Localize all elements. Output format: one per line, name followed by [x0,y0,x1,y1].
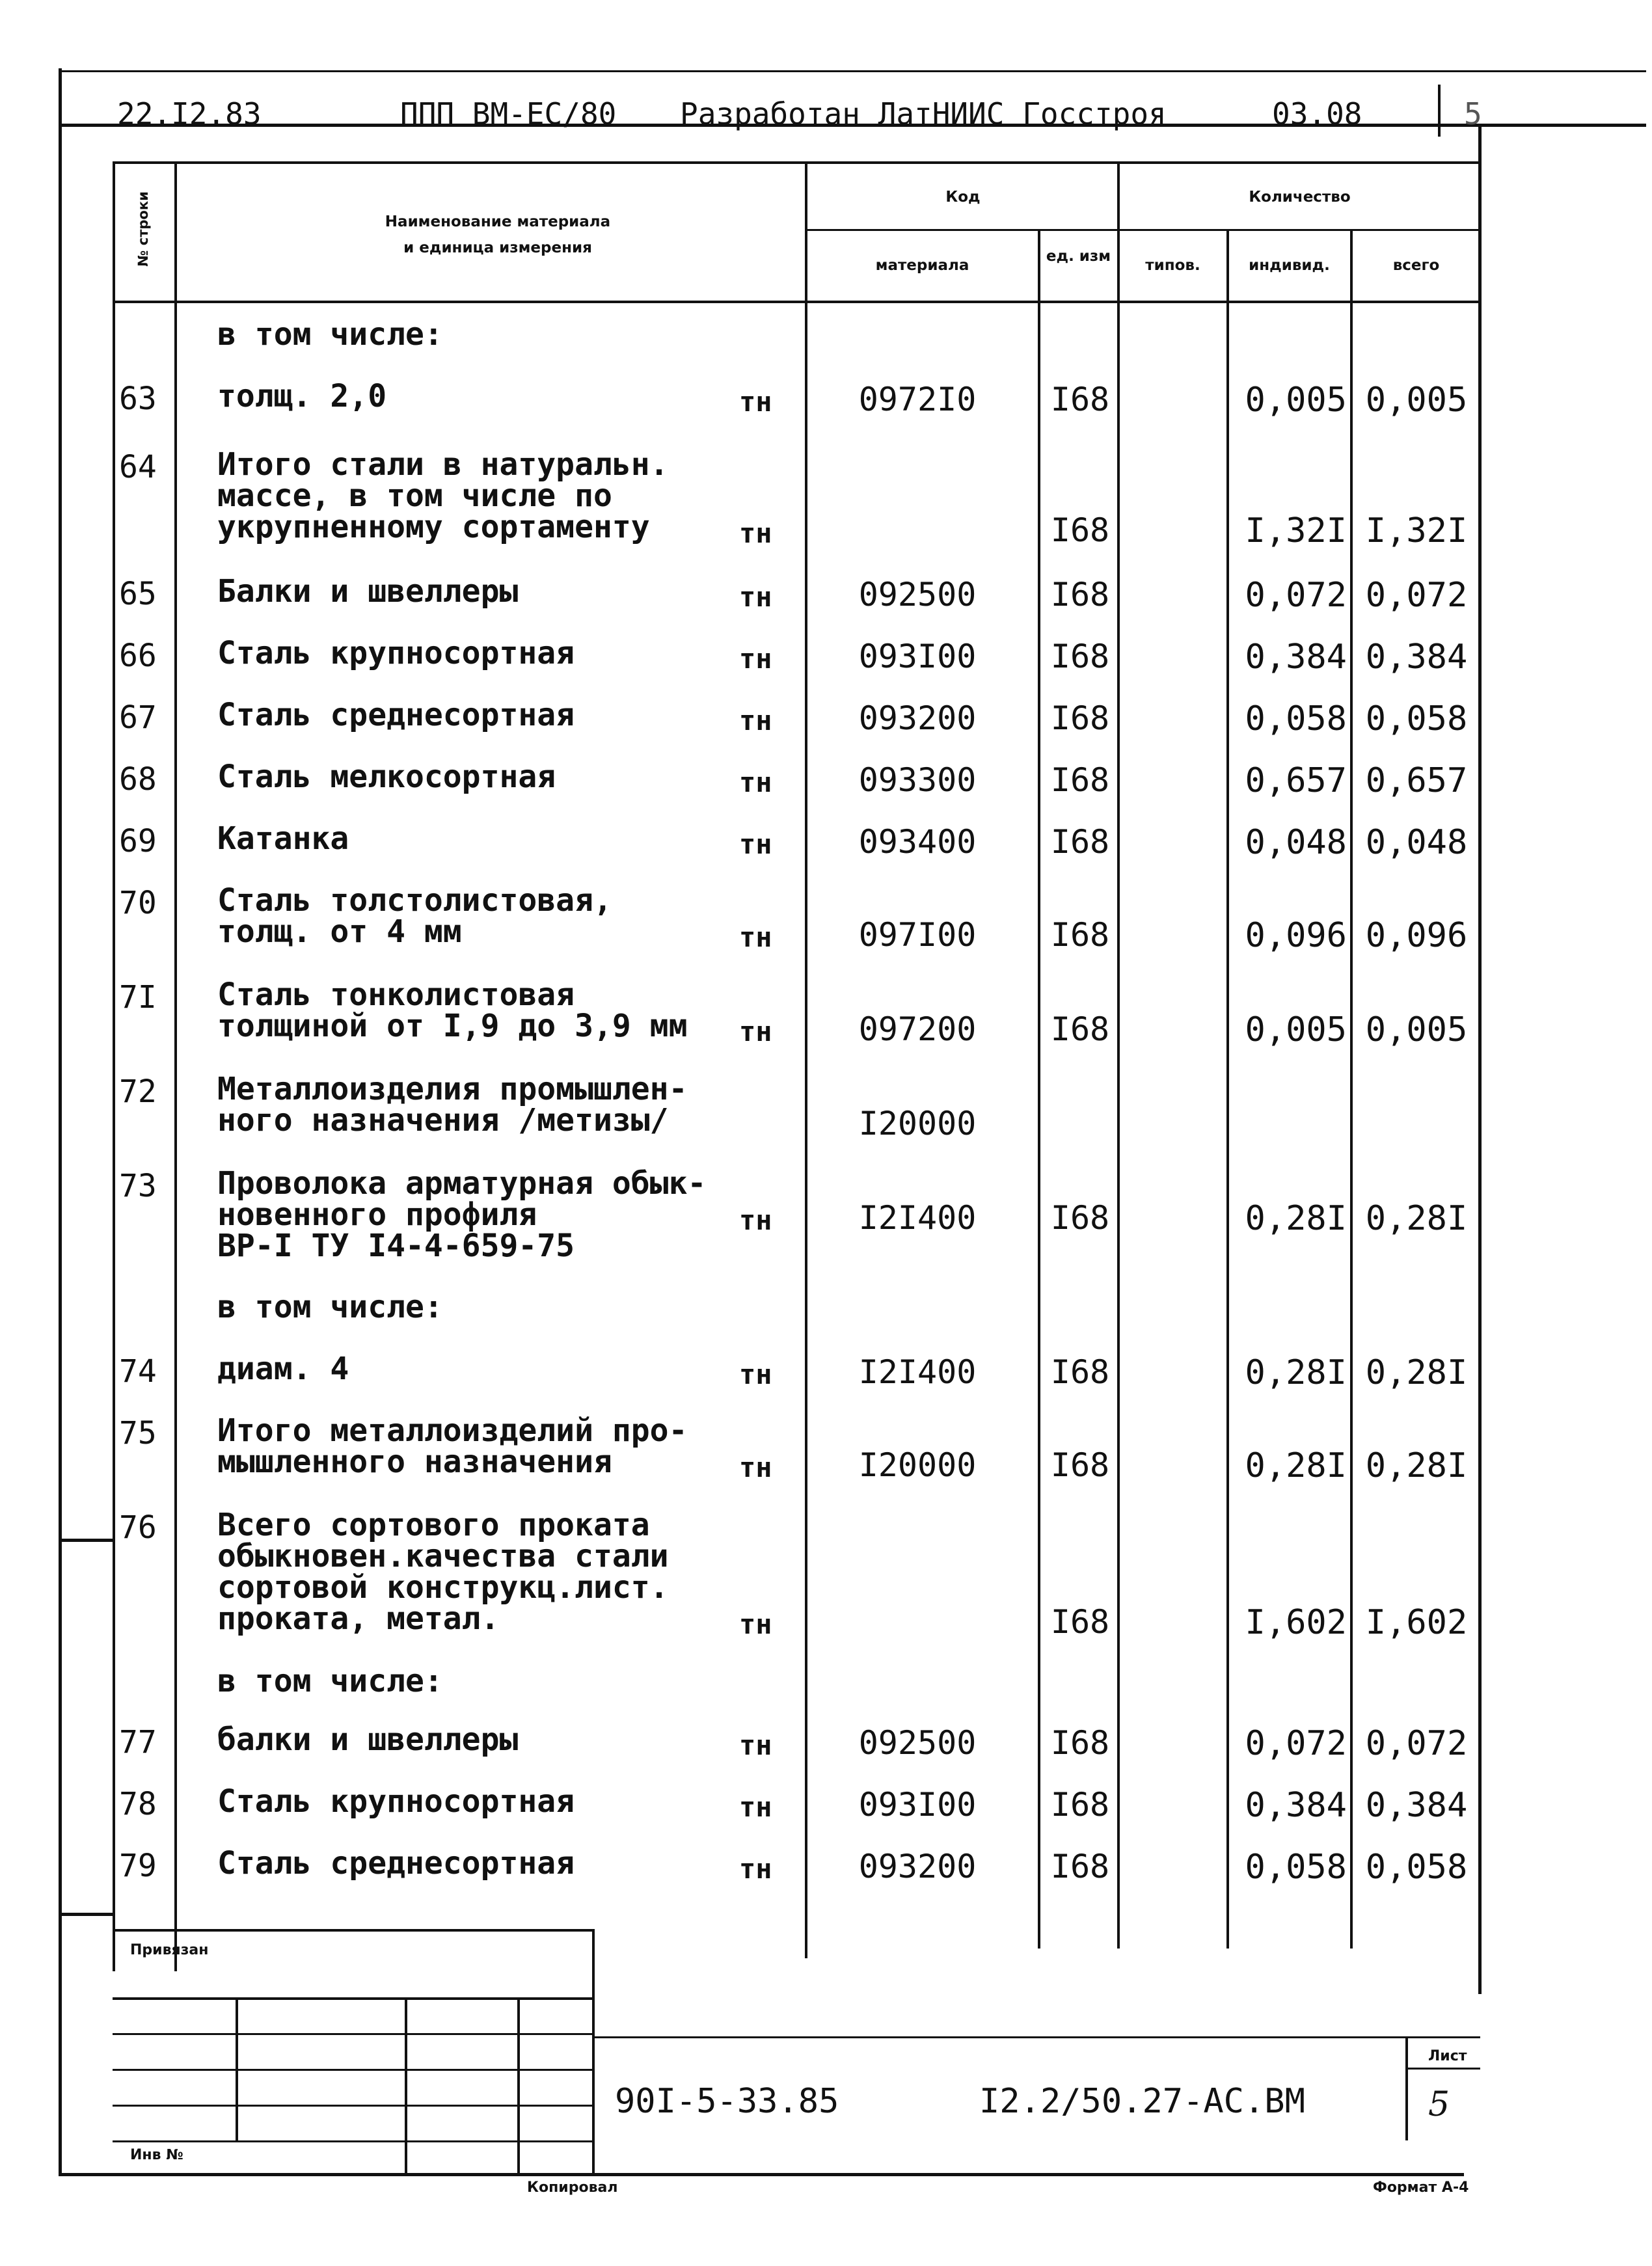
row-number: 73 [119,1168,157,1204]
frame-bottom-border [59,2173,1464,2176]
col-header-ed-izm: ед. изм [1046,248,1111,265]
col-indiv-sep [1350,231,1353,1949]
binding-left-mark [59,846,61,1002]
row-total: 0,072 [1365,1724,1468,1763]
row-number: 72 [119,1073,157,1110]
stamp-vline-3 [517,1999,520,2174]
row-unit: тн [739,386,772,418]
row-name: в том числе: [217,1663,443,1699]
row-ed: I68 [1050,1446,1110,1484]
header-mid-line [805,229,1482,231]
row-unit: тн [739,1853,772,1885]
list-box-line [1405,2068,1480,2070]
header-code: 03.08 [1272,96,1362,131]
row-ed: I68 [1050,1353,1110,1391]
row-unit: тн [739,643,772,675]
row-indiv: 0,28I [1245,1446,1347,1485]
stamp-sheet-code: I2.2/50.27-АС.ВМ [979,2082,1305,2121]
frame-right-border [1478,127,1482,1994]
row-number: 75 [119,1415,157,1451]
corner-box-left [1438,85,1441,137]
row-ed: I68 [1050,1724,1110,1762]
row-number: 77 [119,1724,157,1760]
row-name: Итого стали в натуральн. массе, в том числе по укрупненному сортаменту [217,446,669,545]
row-name: Катанка [217,820,349,857]
stamp-vline-2 [405,1999,407,2174]
row-indiv: 0,384 [1245,1786,1347,1825]
frame-top-edge [59,70,1646,72]
col-header-name-2: и единица измерения [403,239,592,256]
binding-bracket-top [59,1539,114,1542]
col-header-material: материала [875,257,969,274]
row-unit: тн [739,766,772,798]
row-name: Балки и швеллеры [217,573,519,610]
col-num-sep [174,163,177,1971]
row-ed: I68 [1050,823,1110,861]
row-name: Металлоизделия промышлен- ного назначения /метизы/ [217,1071,688,1139]
row-code: 093300 [858,761,977,799]
row-number: 78 [119,1786,157,1822]
row-number: 68 [119,761,157,798]
row-ed: I68 [1050,1199,1110,1237]
row-name: в том числе: [217,316,443,353]
row-number: 67 [119,699,157,736]
row-unit: тн [739,1729,772,1761]
row-name: Сталь мелкосортная [217,759,556,795]
row-code: 092500 [858,576,977,614]
row-unit: тн [739,581,772,613]
row-name: диам. 4 [217,1351,349,1387]
row-ed: I68 [1050,1848,1110,1885]
row-unit: тн [739,921,772,953]
stamp-privyazan: Привязан [130,1942,209,1958]
header-corner-number: 5 [1464,96,1482,131]
row-total: 0,058 [1365,699,1468,738]
col-name-sep [805,163,807,1958]
row-total: 0,28I [1365,1446,1468,1485]
row-name: Всего сортового проката обыкновен.качества стали сортовой конструкц.лист. проката, метал. [217,1507,669,1637]
col-header-num: № строки [135,191,151,267]
row-ed: I68 [1050,699,1110,737]
row-unit: тн [739,1204,772,1236]
row-indiv: 0,005 [1245,381,1347,420]
row-indiv: 0,058 [1245,1848,1347,1887]
row-number: 69 [119,823,157,859]
row-code: I2I400 [858,1199,977,1237]
row-number: 66 [119,638,157,674]
row-indiv: 0,072 [1245,1724,1347,1763]
col-ed-sep [1117,163,1120,1949]
row-indiv: I,32I [1245,511,1347,550]
row-name: Сталь толстолистовая, толщ. от 4 мм [217,882,612,950]
row-ed: I68 [1050,761,1110,799]
row-unit: тн [739,828,772,860]
row-ed: I68 [1050,916,1110,954]
col-header-kod: Код [945,189,981,206]
row-total: 0,005 [1365,381,1468,420]
stamp-right-line [592,1929,595,2176]
row-name: Проволока арматурная обык- новенного профиля ВР-I ТУ I4-4-659-75 [217,1165,707,1264]
row-code: 093400 [858,823,977,861]
row-total: I,32I [1365,511,1468,550]
stamp-top-line [113,1929,594,1932]
row-unit: тн [739,1358,772,1390]
row-indiv: 0,096 [1245,916,1347,955]
row-ed: I68 [1050,1603,1110,1641]
row-code: I2I400 [858,1353,977,1391]
row-indiv: 0,072 [1245,576,1347,615]
row-number: 70 [119,885,157,921]
row-number: 65 [119,576,157,612]
col-tipov-sep [1226,231,1229,1949]
row-ed: I68 [1050,381,1110,418]
row-total: 0,048 [1365,823,1468,862]
header-top-line [113,161,1482,164]
row-total: 0,28I [1365,1353,1468,1392]
list-box-left [1405,2036,1408,2140]
row-code: I20000 [858,1446,977,1484]
row-unit: тн [739,705,772,736]
table-left [113,163,115,1971]
row-unit: тн [739,1608,772,1640]
binding-bracket-bottom [59,1913,114,1916]
stamp-list-number: 5 [1428,2085,1450,2124]
row-code: 093200 [858,1848,977,1885]
row-unit: тн [739,1791,772,1823]
row-total: 0,072 [1365,576,1468,615]
row-name: Итого металлоизделий про- мышленного назначения [217,1412,688,1480]
row-number: 64 [119,449,157,485]
row-name: Сталь тонколистовая толщиной от I,9 до 3,9 мм [217,977,688,1044]
stamp-list-label: Лист [1428,2048,1467,2064]
header-org: Разработан ЛатНИИС Госстроя [680,96,1167,131]
row-ed: I68 [1050,1010,1110,1048]
col-header-name-1: Наименование материала [385,213,611,230]
row-number: 7I [119,979,157,1016]
row-total: I,602 [1365,1603,1468,1642]
row-number: 74 [119,1353,157,1390]
title-line [594,2036,1480,2038]
row-name: Сталь крупносортная [217,1783,575,1820]
row-indiv: 0,657 [1245,761,1347,800]
header-date: 22.I2.83 [117,96,262,131]
stamp-line-5 [113,2140,594,2142]
row-name: в том числе: [217,1289,443,1325]
row-code: 097200 [858,1010,977,1048]
stamp-format: Формат А-4 [1373,2179,1469,2196]
row-total: 0,384 [1365,638,1468,677]
row-indiv: 0,005 [1245,1010,1347,1049]
row-total: 0,28I [1365,1199,1468,1238]
row-ed: I68 [1050,576,1110,614]
row-code: 097I00 [858,916,977,954]
col-header-tipov: типов. [1145,257,1200,274]
row-code: 092500 [858,1724,977,1762]
row-code: 093200 [858,699,977,737]
stamp-inv: Инв № [130,2147,183,2163]
stamp-line-1 [113,1997,594,2000]
row-name: Сталь среднесортная [217,697,575,733]
stamp-line-4 [113,2105,594,2107]
header-doc: ППП ВМ-ЕС/80 [400,96,617,131]
stamp-project-number: 90I-5-33.85 [615,2082,839,2121]
binding-bracket-v [59,1539,62,1916]
row-unit: тн [739,517,772,549]
row-code: 093I00 [858,638,977,675]
row-number: 63 [119,381,157,417]
col-header-kolichestvo: Количество [1249,189,1351,206]
row-name: балки и швеллеры [217,1721,519,1758]
row-indiv: 0,384 [1245,638,1347,677]
stamp-kopiroval: Копировал [527,2179,618,2196]
col-code-sep [1038,231,1040,1949]
row-total: 0,657 [1365,761,1468,800]
col-header-individ: индивид. [1249,257,1330,274]
row-unit: тн [739,1451,772,1483]
stamp-line-2 [113,2033,594,2035]
row-name: Сталь крупносортная [217,635,575,671]
header-bottom-line [113,301,1482,303]
row-indiv: 0,28I [1245,1353,1347,1392]
row-name: толщ. 2,0 [217,378,387,414]
row-indiv: I,602 [1245,1603,1347,1642]
row-total: 0,384 [1365,1786,1468,1825]
row-unit: тн [739,1016,772,1047]
row-code: 0972I0 [858,381,977,418]
row-code: I20000 [858,1105,977,1142]
row-indiv: 0,048 [1245,823,1347,862]
row-indiv: 0,28I [1245,1199,1347,1238]
col-header-vsego: всего [1392,257,1440,274]
row-total: 0,096 [1365,916,1468,955]
row-name: Сталь среднесортная [217,1845,575,1882]
row-number: 79 [119,1848,157,1884]
stamp-vline-1 [236,1999,238,2142]
row-total: 0,058 [1365,1848,1468,1887]
row-indiv: 0,058 [1245,699,1347,738]
stamp-line-3 [113,2069,594,2071]
row-total: 0,005 [1365,1010,1468,1049]
row-ed: I68 [1050,1786,1110,1824]
row-number: 76 [119,1509,157,1546]
row-ed: I68 [1050,511,1110,549]
row-ed: I68 [1050,638,1110,675]
row-code: 093I00 [858,1786,977,1824]
